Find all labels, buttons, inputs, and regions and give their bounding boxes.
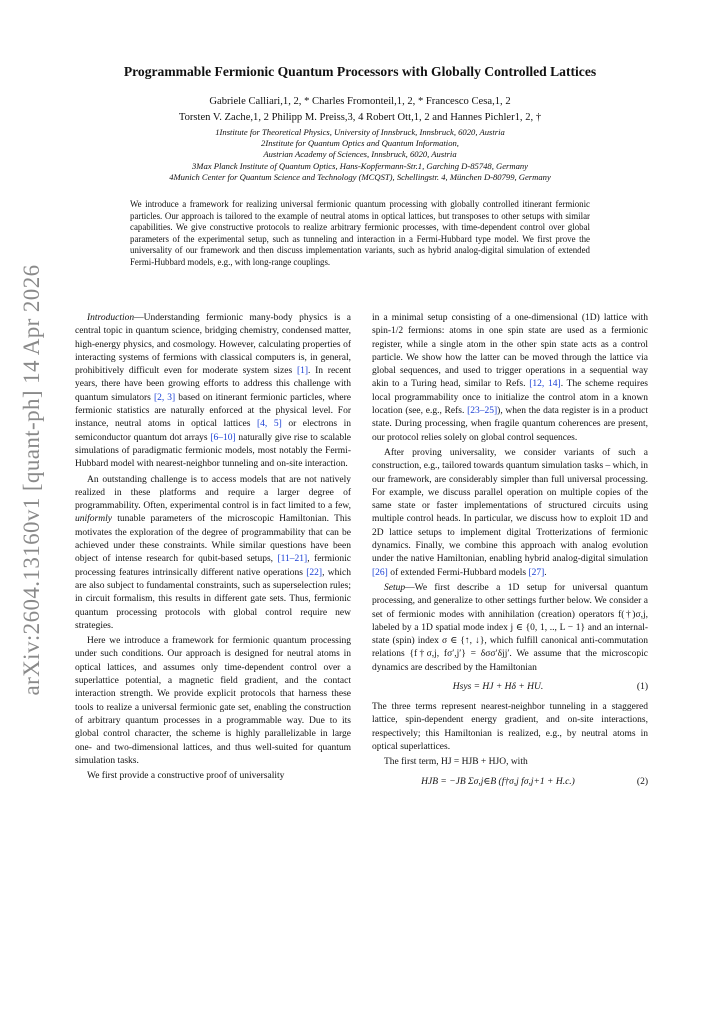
equation-2 <box>372 774 648 792</box>
abstract: We introduce a framework for realizing universal fermionic quantum processing with globally controlled itinerant fermionic particles. Our approach is tailored to the example of neutral atoms in optical lattices, but transposes to other setups with similar capabilities. We give constructive protocols to realize arbitrary fermionic processes, with time-dependent control over global parameters of the experimental setup, such as tunneling and interaction in a Fermi-Hubbard type model. We first prove the universality of our framework and then discuss implementation variants, such as hybrid analog-digital simulation of extended Fermi-Hubbard models, e.g., with long-range couplings. <box>130 199 590 267</box>
section-lead: Introduction <box>87 313 135 323</box>
arxiv-identifier-margin <box>14 264 50 696</box>
citation-link[interactable]: [23–25] <box>467 406 498 417</box>
body-paragraph: The three terms represent nearest-neighbor tunneling in a staggered lattice, spin-dependent energy gradient, and on-site interactions, respectively; this Hamiltonian is realized, e.g., by neutral atoms in optical superlattices. <box>372 702 648 752</box>
citation-link[interactable]: [6–10] <box>210 432 236 443</box>
equation-number: (2) <box>636 776 648 787</box>
equation-body: HJB = −JB Σσ,j∈B (f†σ,j fσ,j+1 + H.c.) <box>421 776 575 787</box>
section-lead: Setup <box>384 582 406 593</box>
citation-link[interactable]: [1] <box>296 366 309 377</box>
affiliation-line: 1Institute for Theoretical Physics, University of Innsbruck, Innsbruck, 6020, Austria <box>215 127 505 137</box>
right-column <box>372 312 648 796</box>
equation-body: Hsys = HJ + Hδ + HU. <box>452 682 544 693</box>
citation-link[interactable]: [26] <box>372 567 388 578</box>
author-line-1: Gabriele Calliari,1, 2, * Charles Fromonteil,1, 2, * Francesco Cesa,1, 2 <box>209 96 511 107</box>
author-list <box>60 94 660 126</box>
author-line-2: Torsten V. Zache,1, 2 Philipp M. Preiss,3, 4 Robert Ott,1, 2 and Hannes Pichler1, 2, † <box>178 112 542 123</box>
equation-1 <box>372 679 648 697</box>
setup-paragraph: Setup—We first describe a 1D setup for universal quantum processing, and generalize to other settings further below. We consider a set of fermionic modes with annihilation (creation) operators f(†)σ,j, labeled by a 1D spatial mode index j ∈ {0, 1, .., L − 1} and an internal-state (spin) index σ ∈ {↑, ↓}, which fulfill canonical anti-commutation relations {f†σ,j, fσ′,j′} = δσσ′δjj′. We assume that the microscopic dynamics are described by the Hamiltonian <box>372 582 648 673</box>
affiliation-line: Austrian Academy of Sciences, Innsbruck, 6020, Austria <box>263 149 457 160</box>
citation-link[interactable]: [11–21] <box>277 554 308 565</box>
body-paragraph: in a minimal setup consisting of a one-dimensional (1D) lattice with spin-1/2 fermions: atoms in one spin state are used as a fermionic register, while a single atom in the other spin state acts as a control particle. We show how the latter can be moved through the lattice via global sequences, and used to trigger operations in a sequential way akin to a Turing head, similar to Refs. [12, 14]. The scheme requires local programmability once to initialize the control atom in a known location (see, e.g., Refs. [23–25]), when the data register is in a product state. During processing, when fragile quantum coherences are present, our protocol relies solely on global control sequences. <box>372 313 649 443</box>
left-column <box>75 312 351 783</box>
emphasis: uniformly <box>75 514 112 525</box>
affiliation-line: 4Munich Center for Quantum Science and Technology (MCQST), Schellingstr. 4, München D-80799, Germany <box>169 171 551 182</box>
arxiv-identifier: arXiv:2604.13160v1 [quant-ph] 14 Apr 2026 <box>19 264 44 696</box>
body-paragraph: After proving universality, we consider variants of such a construction, e.g., tailored towards quantum simulation tasks – which, in our framework, are considerably simpler than full universal processing. For example, we discuss parallel operation on multiple copies of the same state or faster implementations of structured circuits using multiple control heads. In particular, we discuss how to exploit 1D and 2D lattice setups to implement digital Trotterizations of fermionic dynamics. Finally, we combine this approach with analog evolution under the native Hamiltonian, enabling hybrid analog-digital simulation [26] of extended Fermi-Hubbard models [27]. <box>372 447 648 578</box>
body-paragraph: An outstanding challenge is to access models that are not natively realized in these platforms and require a larger degree of programmability. Often, experimental control is in fact limited to a few, uniformly tunable parameters of the microscopic Hamiltonian. This motivates the exploration of the degree of programmability that can be achieved under these constraints. While similar questions have been object of intense research for qubit-based setups, [11–21], fermionic processing features intrinsically different native operations [22], which are also subject to fundamental constraints, such as superselection rules; in circuit formalism, this results in different gate sets. Thus, fermionic quantum processing protocols with global control require new strategies. <box>75 474 351 631</box>
body-paragraph: Here we introduce a framework for fermionic quantum processing under such conditions. Our approach is designed for neutral atoms in optical lattices, and assumes only time-dependent control over a superlattice potential, a magnetic field gradient, and the contact interaction strength. We provide explicit protocols that harness these tools to realize a universal fermionic gate set, enabling the construction of arbitrary quantum processes in a programmable way. Due to its global control character, the scheme is highly parallelizable in large one- and two-dimensional lattices, and thus well-suited for quantum simulation tasks. <box>75 636 351 766</box>
body-paragraph: The first term, HJ = HJB + HJO, with <box>384 757 528 768</box>
affiliation-list <box>60 127 660 183</box>
citation-link[interactable]: [27] <box>528 567 545 578</box>
affiliation-line: 3Max Planck Institute of Quantum Optics, Hans-Kopfermann-Str.1, Garching D-85748, Germany <box>192 160 528 171</box>
citation-link[interactable]: [2, 3] <box>153 392 176 403</box>
equation-number: (1) <box>636 682 648 693</box>
body-paragraph: We first provide a constructive proof of universality <box>87 771 285 782</box>
citation-link[interactable]: [22] <box>306 567 323 578</box>
citation-link[interactable]: [4, 5] <box>257 419 282 430</box>
affiliation-line: 2Institute for Quantum Optics and Quantum Information, <box>261 138 459 149</box>
paper-title: Programmable Fermionic Quantum Processors with Globally Controlled Lattices <box>123 64 597 79</box>
citation-link[interactable]: [12, 14] <box>529 379 561 390</box>
intro-paragraph: Introduction—Understanding fermionic many-body physics is a central topic in quantum science, bridging chemistry, condensed matter, high-energy physics, and cosmology. However, calculating properties of interacting systems of fermions with classical computers is, in general, prohibitively difficult even for moderate system sizes [1]. In recent years, there have been growing efforts to address this challenge with quantum simulators [2, 3] based on itinerant fermionic particles, where fermionic statistics are naturally enforced at the physical level. For instance, neutral atoms in optical lattices [4, 5] or electrons in semiconductor quantum dot arrays [6–10] naturally give rise to scalable simulations of paradigmatic fermionic models, most notably the Fermi-Hubbard model with nearest-neighbor tunneling and on-site interaction. <box>75 313 352 470</box>
